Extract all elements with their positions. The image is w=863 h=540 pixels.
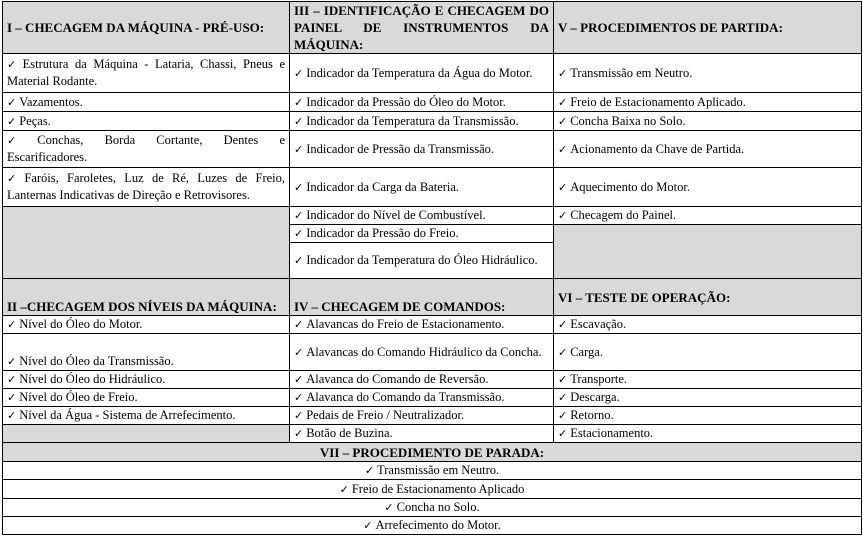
section-2-header: II –CHECAGEM DOS NÍVEIS DA MÁQUINA: [3, 279, 290, 316]
list-item: ✓ Freio de Estacionamento Aplicado [3, 480, 862, 499]
list-item: ✓ Arrefecimento do Motor. [3, 517, 862, 535]
list-item: ✓ Alavanca do Comando da Transmissão. [290, 389, 554, 407]
list-item: ✓ Nível do Óleo do Hidráulico. [3, 371, 290, 389]
list-item: ✓ Conchas, Borda Cortante, Dentes e Escarificadores. [3, 131, 290, 168]
list-item: ✓ Indicador da Carga da Bateria. [290, 168, 554, 207]
list-item: ✓ Estrutura da Máquina - Lataria, Chassi, Pneus e Material Rodante. [3, 54, 290, 93]
list-item: ✓ Indicador da Temperatura da Água do Motor. [290, 54, 554, 93]
list-item: ✓ Transporte. [554, 371, 862, 389]
list-item: ✓ Freio de Estacionamento Aplicado. [554, 93, 862, 112]
list-item: ✓ Indicador da Pressão do Freio. [290, 225, 554, 243]
empty-cell [3, 207, 290, 279]
list-item: ✓ Transmissão em Neutro. [554, 54, 862, 93]
list-item: ✓ Pedais de Freio / Neutralizador. [290, 407, 554, 425]
list-item: ✓ Concha no Solo. [3, 499, 862, 517]
list-item: ✓ Descarga. [554, 389, 862, 407]
list-item: ✓ Aquecimento do Motor. [554, 168, 862, 207]
checklist-table [2, 1, 862, 535]
section-1-header: I – CHECAGEM DA MÁQUINA - PRÉ-USO: [3, 2, 290, 54]
list-item: ✓ Faróis, Faroletes, Luz de Ré, Luzes de Freio, Lanternas Indicativas de Direção e Retrovisores. [3, 168, 290, 207]
list-item: ✓ Carga. [554, 334, 862, 371]
empty-cell [3, 425, 290, 443]
section-5-header: V – PROCEDIMENTOS DE PARTIDA: [554, 2, 862, 54]
list-item: ✓ Alavanca do Comando de Reversão. [290, 371, 554, 389]
list-item: ✓ Nível do Óleo de Freio. [3, 389, 290, 407]
list-item: ✓ Indicador do Nível de Combustível. [290, 207, 554, 225]
empty-cell [554, 225, 862, 279]
list-item: ✓ Indicador da Pressão do Óleo do Motor. [290, 93, 554, 112]
section-4-header: IV – CHECAGEM DE COMANDOS: [290, 279, 554, 316]
section-6-header: VI – TESTE DE OPERAÇÃO: [554, 279, 862, 316]
section-7-header: VII – PROCEDIMENTO DE PARADA: [3, 443, 862, 462]
list-item: ✓ Alavancas do Freio de Estacionamento. [290, 316, 554, 334]
list-item: ✓ Transmissão em Neutro. [3, 462, 862, 480]
list-item: ✓ Vazamentos. [3, 93, 290, 112]
list-item: ✓ Checagem do Painel. [554, 207, 862, 225]
list-item: ✓ Nível da Água - Sistema de Arrefecimento. [3, 407, 290, 425]
list-item: ✓ Indicador de Pressão da Transmissão. [290, 131, 554, 168]
list-item: ✓ Concha Baixa no Solo. [554, 112, 862, 131]
list-item: ✓ Alavancas do Comando Hidráulico da Concha. [290, 334, 554, 371]
list-item: ✓ Nível do Óleo do Motor. [3, 316, 290, 334]
list-item: ✓ Acionamento da Chave de Partida. [554, 131, 862, 168]
list-item: ✓ Estacionamento. [554, 425, 862, 443]
list-item: ✓ Indicador da Temperatura do Óleo Hidráulico. [290, 243, 554, 279]
list-item: ✓ Botão de Buzina. [290, 425, 554, 443]
section-3-header: III – IDENTIFICAÇÃO E CHECAGEM DO PAINEL DE INSTRUMENTOS DA MÁQUINA: [290, 2, 554, 54]
list-item: ✓ Indicador da Temperatura da Transmissão. [290, 112, 554, 131]
list-item: ✓ Retorno. [554, 407, 862, 425]
list-item: ✓ Escavação. [554, 316, 862, 334]
list-item: ✓ Peças. [3, 112, 290, 131]
list-item: ✓ Nível do Óleo da Transmissão. [3, 334, 290, 371]
